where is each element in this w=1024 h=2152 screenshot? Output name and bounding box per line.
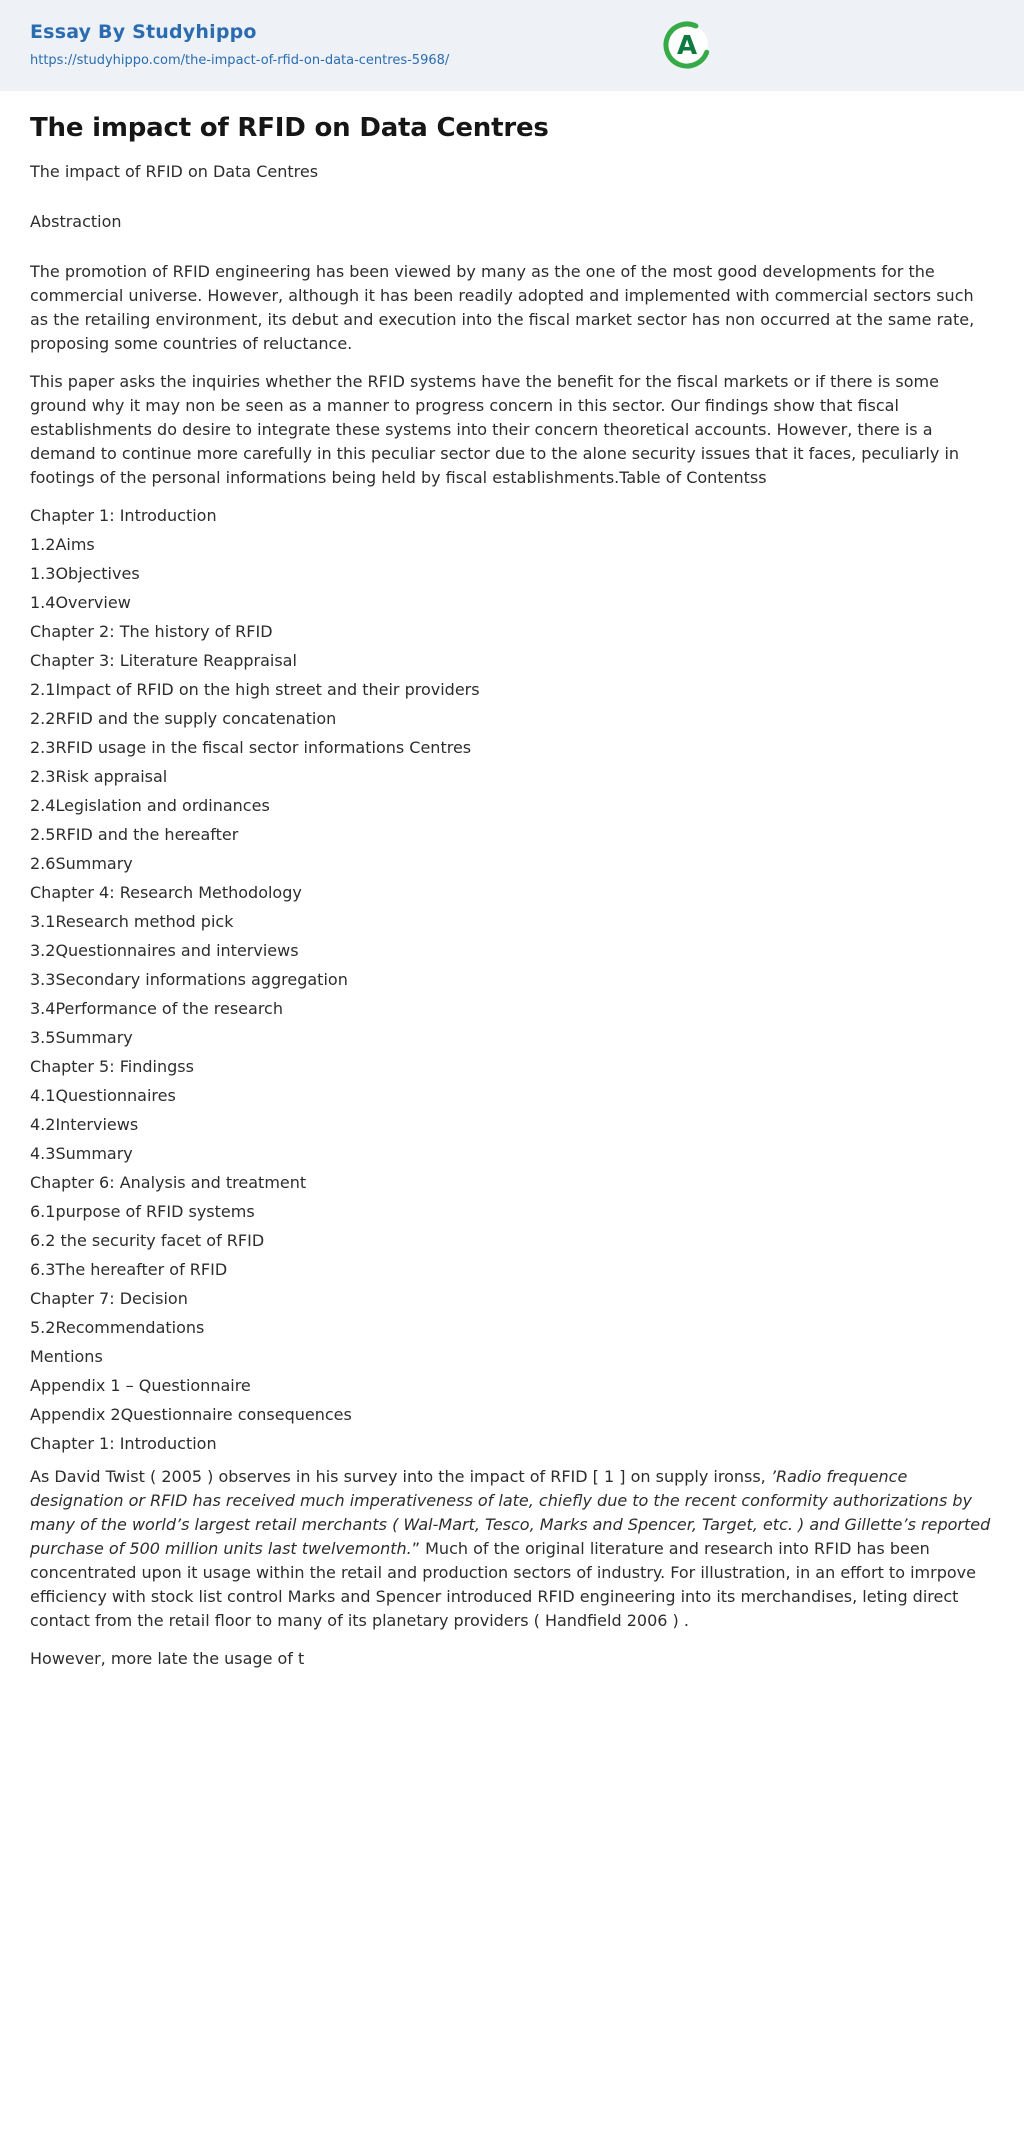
intro-quote-italic: ’Radio frequence designation or RFID has received much imperativeness of late, chiefly due to the recent conformity authorizations by many of the world’s largest retail merchants ( Wal-Mart, Tesco, Marks and Spencer, Target, etc. ) and Gillette’s reported purchase of 500 million units last twelvemonth. [30, 1467, 991, 1558]
toc-item: Appendix 2Questionnaire consequences [30, 1405, 352, 1424]
toc-item: 1.2Aims [30, 535, 95, 554]
toc-item: 2.2RFID and the supply concatenation [30, 709, 337, 728]
introduction-paragraph [30, 1465, 994, 1633]
toc-item: Appendix 1 – Questionnaire [30, 1376, 251, 1395]
page-url-link[interactable]: https://studyhippo.com/the-impact-of-rfid-on-data-centres-5968/ [30, 53, 450, 68]
essay-article [0, 91, 1024, 1731]
abstract-paragraph-1: The promotion of RFID engineering has been viewed by many as the one of the most good developments for the commercial universe. However, although it has been readily adopted and implemented with commercial sectors such as the retailing environment, its debut and execution into the fiscal market sector has non occurred at the same rate, proposing some countries of reluctance. [30, 262, 975, 353]
truncated-last-line: However, more late the usage of t [30, 1649, 305, 1668]
table-of-contents [30, 504, 994, 1427]
chapter-1-heading: Chapter 1: Introduction [30, 1434, 217, 1453]
toc-item: Chapter 1: Introduction [30, 506, 217, 525]
toc-item: 1.4Overview [30, 593, 131, 612]
toc-item: 3.3Secondary informations aggregation [30, 970, 348, 989]
toc-item: 2.3RFID usage in the fiscal sector informations Centres [30, 738, 472, 757]
abstract-heading: Abstraction [30, 212, 122, 231]
toc-item: 6.3The hereafter of RFID [30, 1260, 228, 1279]
toc-item: Chapter 2: The history of RFID [30, 622, 273, 641]
logo-letter: A [676, 31, 698, 61]
toc-item: Chapter 3: Literature Reappraisal [30, 651, 297, 670]
toc-item: 6.2 the security facet of RFID [30, 1231, 265, 1250]
toc-item: 2.5RFID and the hereafter [30, 825, 239, 844]
toc-item: 2.4Legislation and ordinances [30, 796, 270, 815]
toc-item: 3.2Questionnaires and interviews [30, 941, 299, 960]
toc-item: 4.1Questionnaires [30, 1086, 176, 1105]
toc-item: 2.1Impact of RFID on the high street and their providers [30, 680, 480, 699]
abstract-paragraph-2: This paper asks the inquiries whether the RFID systems have the benefit for the fiscal markets or if there is some ground why it may non be seen as a manner to progress concern in this sector. Our findings show that fiscal establishments do desire to integrate these systems into their concern theoretical accounts. However, there is a demand to continue more carefully in this peculiar sector due to the alone security issues that it faces, peculiarly in footings of the personal informations being held by fiscal establishments.Table of Contentss [30, 372, 960, 487]
toc-item: 2.6Summary [30, 854, 133, 873]
toc-item: 5.2Recommendations [30, 1318, 205, 1337]
toc-item: 6.1purpose of RFID systems [30, 1202, 255, 1221]
intro-text-trail: ” Much of the original literature and research into RFID has been concentrated upon it usage within the retail and production sectors of industry. For illustration, in an effort to imrpove efficiency with stock list control Marks and Spencer introduced RFID engineering into its merchandises, leting direct contact from the retail floor to many of its planetary providers ( Handfield 2006 ) . [30, 1539, 976, 1630]
page-title: The impact of RFID on Data Centres [30, 113, 549, 143]
toc-item: 2.3Risk appraisal [30, 767, 168, 786]
toc-item: 3.5Summary [30, 1028, 133, 1047]
site-title-link[interactable]: Essay By Studyhippo [30, 21, 257, 43]
toc-item: Chapter 5: Findingss [30, 1057, 194, 1076]
studyhippo-logo[interactable] [663, 21, 711, 69]
article-subtitle: The impact of RFID on Data Centres [30, 162, 319, 181]
studyhippo-a-logo-icon [663, 21, 711, 69]
intro-text-lead: As David Twist ( 2005 ) observes in his survey into the impact of RFID [ 1 ] on supply ironss, [30, 1467, 771, 1486]
toc-item: Chapter 4: Research Methodology [30, 883, 302, 902]
toc-item: Chapter 6: Analysis and treatment [30, 1173, 307, 1192]
site-header [0, 0, 1024, 91]
toc-item: 3.4Performance of the research [30, 999, 283, 1018]
toc-item: Chapter 7: Decision [30, 1289, 188, 1308]
toc-item: 1.3Objectives [30, 564, 140, 583]
toc-item: Mentions [30, 1347, 103, 1366]
toc-item: 3.1Research method pick [30, 912, 234, 931]
toc-item: 4.3Summary [30, 1144, 133, 1163]
toc-item: 4.2Interviews [30, 1115, 139, 1134]
